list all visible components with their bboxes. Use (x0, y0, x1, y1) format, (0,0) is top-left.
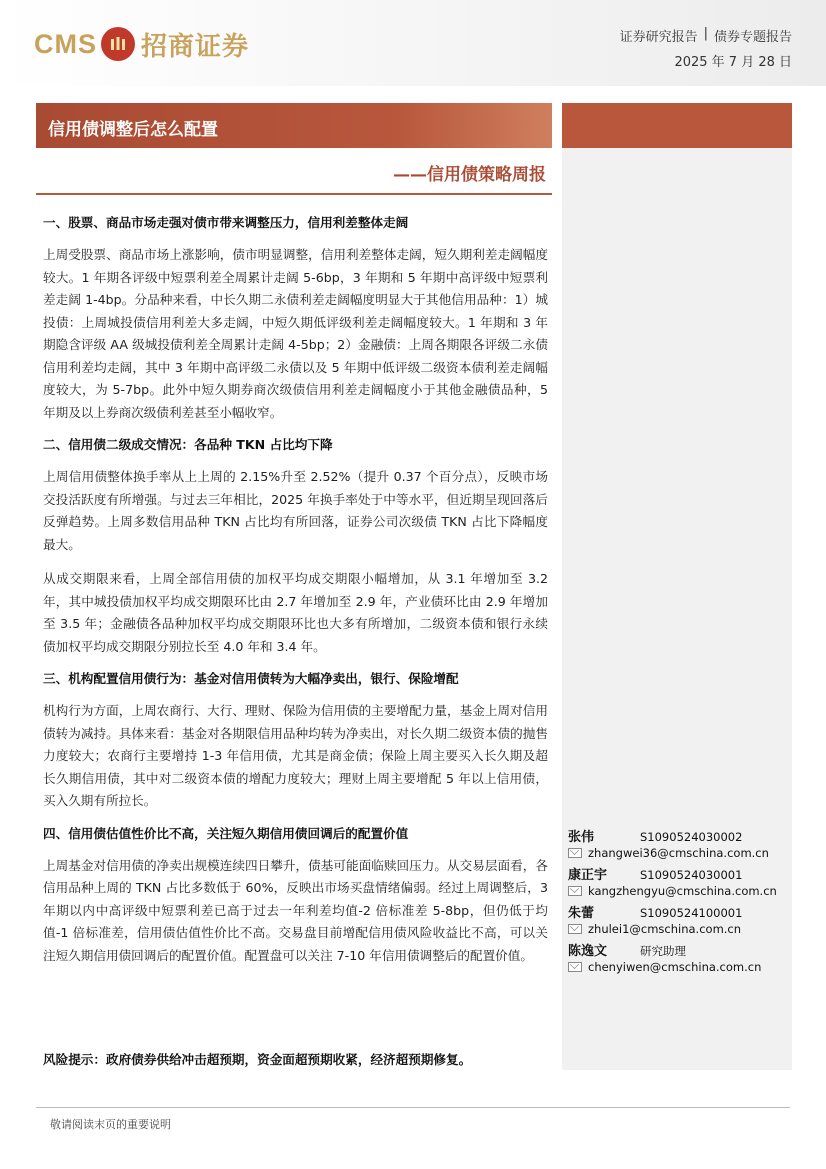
author-entry (568, 940, 788, 976)
author-entry (568, 902, 788, 938)
page-title: 信用债调整后怎么配置 (48, 120, 218, 140)
report-date: 2025 年 7 月 28 日 (674, 55, 792, 70)
risk-warning: 风险提示：政府债券供给冲击超预期，资金面超预期收紧，经济超预期修复。 (43, 1052, 472, 1067)
section-paragraph: 机构行为方面，上周农商行、大行、理财、保险为信用债的主要增配力量，基金上周对信用债转为减持。具体来看：基金对各期限信用品种均转为净卖出，对长久期二级资本债的抛售力度较大；农商行主要增持 1-3 年信用债，尤其是商金债；保险上周主要买入长久期及超长久期信用债，其中对二级资本债的增配力度较大；理财上周主要增配 5 年以上信用债，买入久期有所拉长。 (43, 703, 548, 808)
footer-divider (36, 1107, 790, 1108)
section-paragraph: 从成交期限来看，上周全部信用债的加权平均成交期限小幅增加，从 3.1 年增加至 3.2 年，其中城投债加权平均成交期限环比由 2.7 年增加至 2.9 年，产业债环比由 2.9 年增加至 3.5 年；金融债各品种加权平均成交期限环比也大多有所增加，二级资本债和银行永续债加权平均成交期限分别拉长至 4.0 年和 3.4 年。 (43, 571, 548, 654)
author-name: 康正宇 (568, 868, 608, 883)
subtitle-divider (36, 193, 552, 195)
company-logo (34, 24, 249, 64)
author-list (568, 826, 788, 978)
main-content (43, 214, 548, 979)
author-name: 陈逸文 (568, 944, 608, 959)
section-heading: 二、信用债二级成交情况：各品种 TKN 占比均下降 (43, 437, 333, 452)
section-paragraph: 上周受股票、商品市场上涨影响，债市明显调整，信用利差整体走阔，短久期利差走阔幅度较大。1 年期各评级中短票利差全周累计走阔 5-6bp，3 年期和 5 年期中高评级中短票利差走阔 1-4bp。分品种来看，中长久期二永债利差走阔幅度明显大于其他信用品种：1）城投债：上周城投债信用利差大多走阔，中短久期低评级利差走阔幅度较大。1 年期和 3 年期隐含评级 AA 级城投债利差全周累计走阔 4-5bp；2）金融债：上周各期限各评级二永债信用利差均走阔，其中 3 年期中高评级二永债以及 5 年期中低评级二级资本债利差走阔幅度较大，为 5-7bp。此外中短久期券商次级债信用利差走阔幅度小于其他金融债品种，5 年期及以上券商次级债利差甚至小幅收窄。 (43, 247, 548, 420)
section-heading: 一、股票、商品市场走强对债市带来调整压力，信用利差整体走阔 (43, 215, 409, 230)
mail-icon (568, 962, 582, 972)
report-category: 债券专题报告 (713, 30, 792, 45)
author-email[interactable]: chenyiwen@cmschina.com.cn (588, 960, 762, 974)
logo-emblem-icon (101, 27, 135, 61)
mail-icon (568, 924, 582, 934)
logo-cn-text: 招商证券 (141, 31, 250, 62)
author-email[interactable]: zhangwei36@cmschina.com.cn (588, 846, 769, 860)
author-name: 张伟 (568, 830, 595, 845)
page-subtitle: ——信用债策略周报 (393, 165, 546, 185)
author-license: S1090524100001 (640, 906, 743, 920)
report-type: 证券研究报告 (619, 30, 698, 45)
author-license: S1090524030002 (640, 830, 743, 844)
author-entry (568, 826, 788, 862)
mail-icon (568, 886, 582, 896)
author-email[interactable]: kangzhengyu@cmschina.com.cn (588, 884, 777, 898)
logo-cms-text: CMS (34, 28, 97, 59)
section-heading: 四、信用债估值性价比不高，关注短久期信用债回调后的配置价值 (43, 825, 409, 841)
section-heading: 三、机构配置信用债行为：基金对信用债转为大幅净卖出，银行、保险增配 (43, 671, 459, 686)
report-meta (620, 26, 792, 70)
mail-icon (568, 848, 582, 858)
author-name: 朱蕾 (568, 906, 595, 921)
author-email[interactable]: zhulei1@cmschina.com.cn (588, 922, 742, 936)
section-paragraph: 上周基金对信用债的净卖出规模连续四日攀升，债基可能面临赎回压力。从交易层面看，各信用品种上周的 TKN 占比多数低于 60%，反映出市场买盘情绪偏弱。经过上周调整后，3 年期以内中高评级中短票利差已高于过去一年利差均值-2 倍标准差 5-8bp，但仍低于均值-1 倍标准差，信用债估值性价比不高。交易盘目前增配信用债风险收益比不高，可以关注短久期信用债回调后的配置价值。配置盘可以关注 7-10 年信用债调整后的配置价值。 (43, 857, 548, 963)
section-paragraph: 上周信用债整体换手率从上上周的 2.15%升至 2.52%（提升 0.37 个百分点），反映市场交投活跃度有所增强。与过去三年相比，2025 年换手率处于中等水平，但近期呈现回落后反弹趋势。上周多数信用品种 TKN 占比均有所回落，证券公司次级债 TKN 占比下降幅度最大。 (43, 469, 548, 552)
meta-separator: | (703, 26, 708, 41)
title-bar (36, 103, 552, 148)
author-entry (568, 864, 788, 900)
sidebar-header-block (562, 103, 792, 148)
author-role: 研究助理 (640, 944, 686, 958)
footer-note: 敬请阅读末页的重要说明 (50, 1118, 171, 1131)
author-license: S1090524030001 (640, 868, 743, 882)
